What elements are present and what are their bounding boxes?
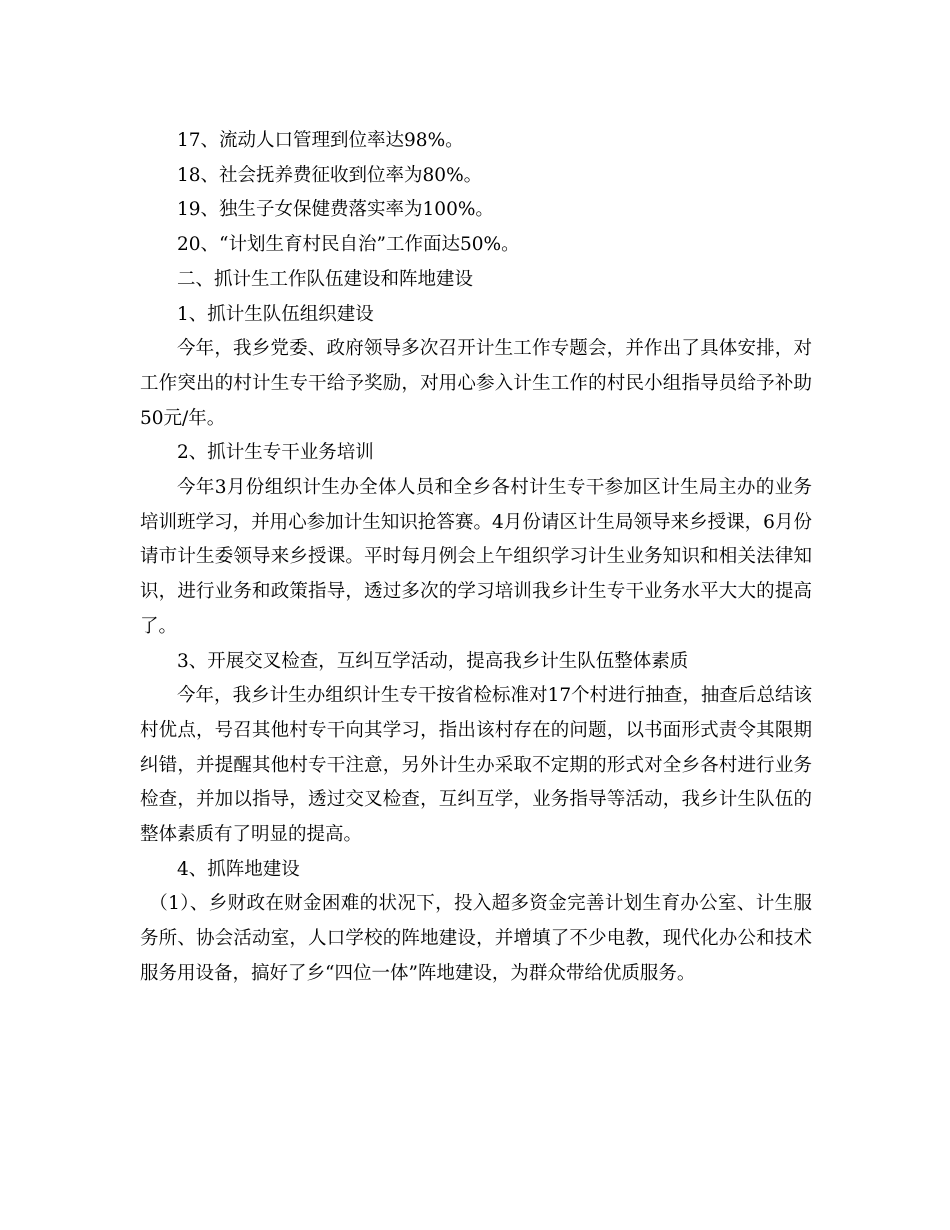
item-19: 19、独生子女保健费落实率为100%。 bbox=[177, 199, 494, 221]
subheading-3: 3、开展交叉检查，互纠互学活动，提高我乡计生队伍整体素质 bbox=[177, 650, 689, 672]
item-18: 18、社会抚养费征收到位率为80%。 bbox=[177, 164, 483, 186]
body-paragraph-4: （1）、乡财政在财金困难的状况下，投入超多资金完善计划生育办公室、计生服务所、协会活动室，人口学校的阵地建设，并增填了不少电教，现代化办公和技术服务用设备，搞好了乡“四位一体”阵地建设，为群众带给优质服务。 bbox=[140, 893, 812, 984]
item-20: 20、“计划生育村民自治”工作面达50%。 bbox=[177, 234, 520, 256]
subheading-1: 1、抓计生队伍组织建设 bbox=[177, 303, 374, 325]
subheading-2: 2、抓计生专干业务培训 bbox=[177, 442, 374, 464]
body-paragraph-3: 今年，我乡计生办组织计生专干按省检标准对17个村进行抽查，抽查后总结该村优点，号召其他村专干向其学习，指出该村存在的问题，以书面形式责令其限期纠错，并提醒其他村专干注意，另外计生办采取不定期的形式对全乡各村进行业务检查，并加以指导，透过交叉检查，互纠互学，业务指导等活动，我乡计生队伍的整体素质有了明显的提高。 bbox=[140, 685, 812, 846]
item-17: 17、流动人口管理到位率达98%。 bbox=[177, 130, 464, 151]
body-paragraph-1: 今年，我乡党委、政府领导多次召开计生工作专题会，并作出了具体安排，对工作突出的村计生专干给予奖励，对用心参入计生工作的村民小组指导员给予补助50元/年。 bbox=[140, 338, 812, 429]
subheading-4: 4、抓阵地建设 bbox=[177, 858, 300, 880]
section-heading-2: 二、抓计生工作队伍建设和阵地建设 bbox=[177, 268, 474, 290]
body-paragraph-2: 今年3月份组织计生办全体人员和全乡各村计生专干参加区计生局主办的业务培训班学习，并用心参加计生知识抢答赛。4月份请区计生局领导来乡授课，6月份请市计生委领导来乡授课。平时每月例会上午组织学习计生业务知识和相关法律知识，进行业务和政策指导，透过多次的学习培训我乡计生专干业务水平大大的提高了。 bbox=[140, 477, 812, 637]
document-body bbox=[140, 124, 812, 992]
